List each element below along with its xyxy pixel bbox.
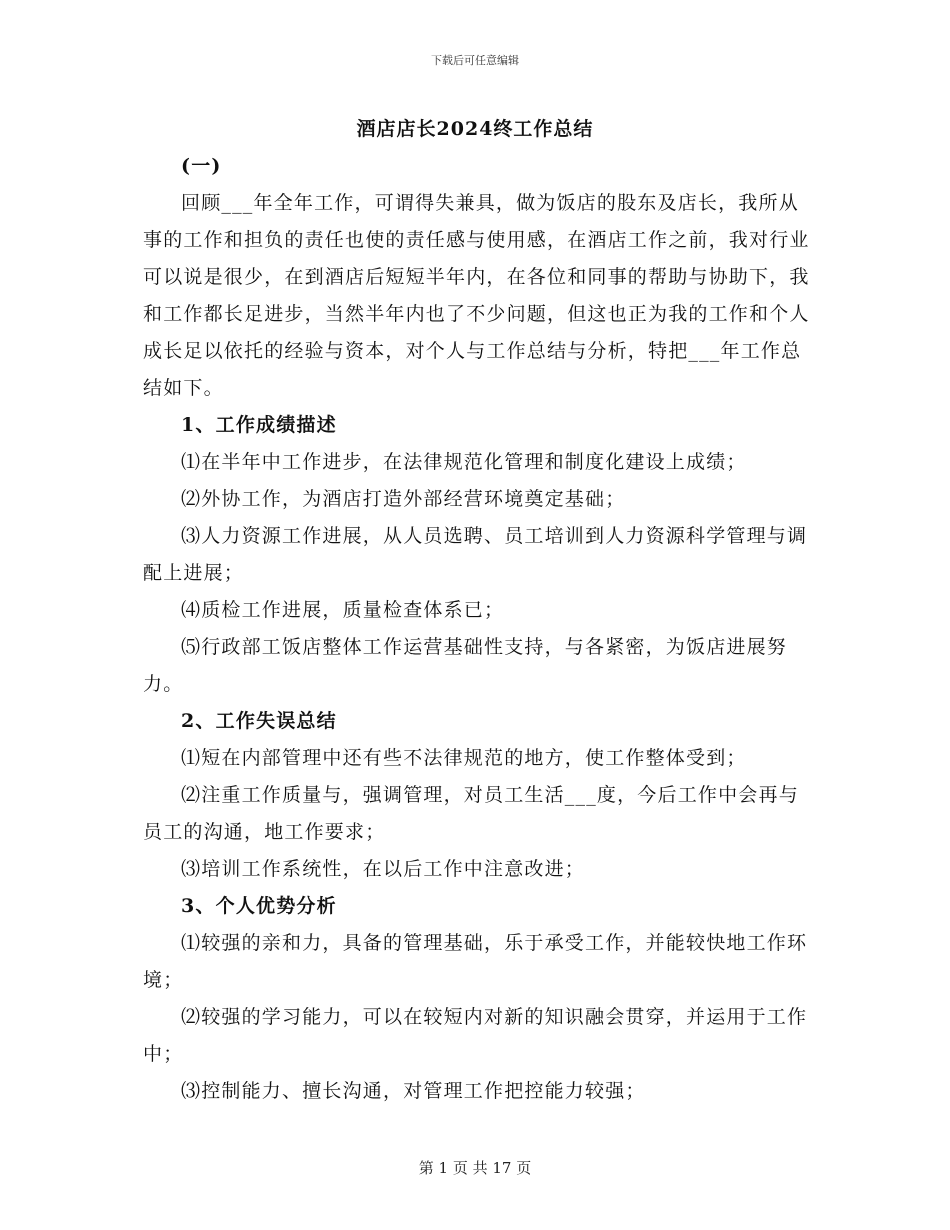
list-item: ⑶控制能力、擅长沟通，对管理工作把控能力较强； [181, 1080, 646, 1102]
section-heading: 2、工作失误总结 [181, 710, 337, 732]
paragraph: 回顾___年全年工作，可谓得失兼具，做为饭店的股东及店长，我所从事的工作和担负的责任也使的责任感与使用感，在酒店工作之前，我对行业可以说是很少，在到酒店后短短半年内，在各位和同事的帮助与协助下，我和工作都长足进步，当然半年内也了不少问题，但这也正为我的工作和个人成长足以依托的经验与资本，对个人与工作总结与分析，特把___年工作总结如下。 [143, 192, 810, 399]
list-item: ⑴较强的亲和力，具备的管理基础，乐于承受工作，并能较快地工作环境； [143, 932, 808, 991]
list-item: ⑵注重工作质量与，强调管理，对员工生活___度，今后工作中会再与员工的沟通，地工作要求； [143, 784, 799, 843]
section-heading: 1、工作成绩描述 [181, 414, 337, 436]
list-item: ⑸行政部工饭店整体工作运营基础性支持，与各紧密，为饭店进展努力。 [143, 636, 788, 695]
page-footer: 第 1 页 共 17 页 [418, 1159, 532, 1177]
section-heading: (一) [181, 155, 222, 177]
list-item: ⑴在半年中工作进步，在法律规范化管理和制度化建设上成绩； [181, 451, 747, 473]
list-item: ⑵较强的学习能力，可以在较短内对新的知识融会贯穿，并运用于工作中； [143, 1006, 808, 1065]
list-item: ⑵外协工作，为酒店打造外部经营环境奠定基础； [181, 488, 626, 510]
list-item: ⑶人力资源工作进展，从人员选聘、员工培训到人力资源科学管理与调配上进展； [143, 525, 808, 584]
list-item: ⑶培训工作系统性，在以后工作中注意改进； [181, 858, 586, 880]
list-item: ⑴短在内部管理中还有些不法律规范的地方，使工作整体受到； [181, 747, 747, 769]
section-heading: 3、个人优势分析 [181, 895, 337, 917]
document-body [143, 148, 811, 1110]
document-title: 酒店店长2024终工作总结 [356, 118, 594, 140]
list-item: ⑷质检工作进展，质量检查体系已； [181, 599, 505, 621]
header-note: 下载后可任意编辑 [431, 54, 519, 67]
